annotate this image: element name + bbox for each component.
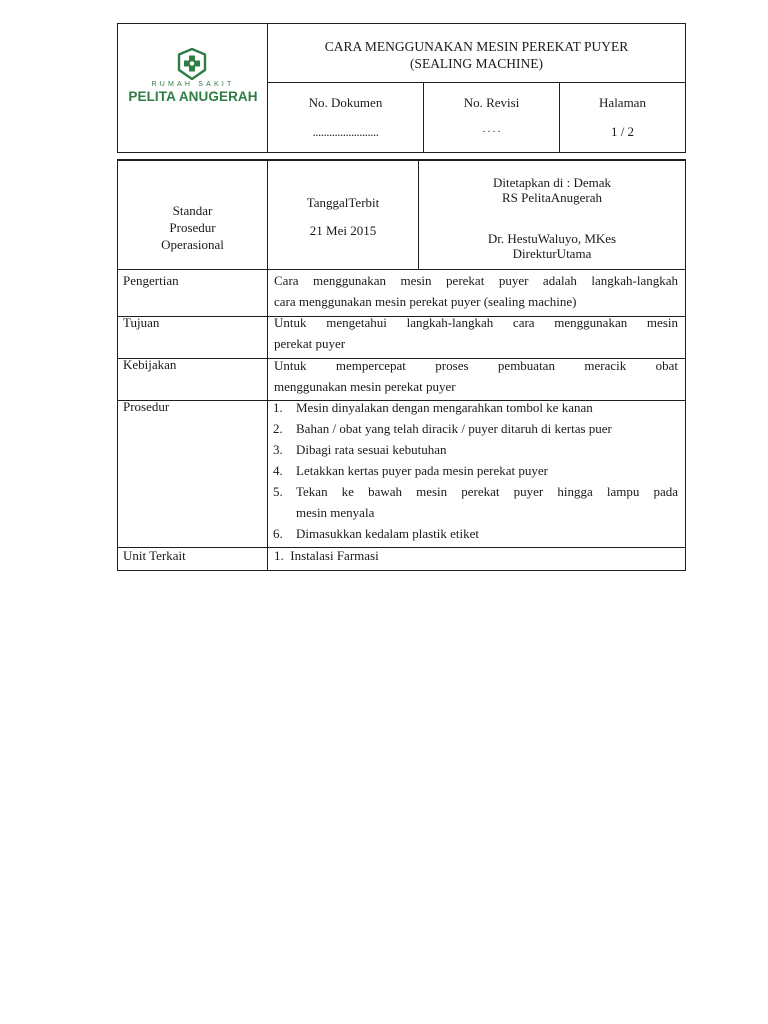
no-dokumen-label: No. Dokumen: [308, 95, 383, 110]
tujuan-line1: Untuk mengetahui langkah-langkah cara menggunakan mesin: [274, 315, 678, 330]
tujuan-label: Tujuan: [123, 315, 160, 330]
spo-line3: Operasional: [161, 237, 224, 252]
step-text: Mesin dinyalakan dengan mengarahkan tombol ke kanan: [296, 400, 593, 415]
step-text: Dibagi rata sesuai kebutuhan: [296, 442, 447, 457]
document-title: [268, 38, 685, 72]
main-divider-label-col: [267, 159, 268, 571]
spo-line1: Standar: [172, 203, 213, 218]
main-border-right: [685, 159, 686, 571]
header-divider-col1: [423, 82, 424, 153]
tujuan-line2: perekat puyer: [274, 336, 346, 351]
step-number: 2.: [273, 421, 283, 436]
halaman-value: 1 / 2: [610, 124, 635, 139]
document-title-line2: (SEALING MACHINE): [409, 56, 544, 71]
step-number: 3.: [273, 442, 283, 457]
row-divider-5: [117, 547, 686, 548]
kebijakan-line1: Untuk mempercepat proses pembuatan meracik obat: [274, 358, 678, 373]
header-divider-title: [267, 82, 686, 83]
step-text: Letakkan kertas puyer pada mesin perekat puyer: [296, 463, 548, 478]
hospital-cross-icon: [174, 48, 210, 80]
halaman-label: Halaman: [599, 95, 646, 110]
pengertian-label: Pengertian: [123, 273, 179, 288]
step-number: 5.: [273, 484, 283, 499]
tanggal-terbit-value: 21 Mei 2015: [309, 223, 377, 238]
pengertian-line2: cara menggunakan mesin perekat puyer (sealing machine): [274, 294, 577, 309]
signer-block: [419, 231, 685, 261]
main-border-top: [117, 159, 686, 161]
step-number: 6.: [273, 526, 283, 541]
no-dokumen-value: ........................: [312, 124, 379, 139]
kebijakan-line2: menggunakan mesin perekat puyer: [274, 379, 456, 394]
spo-label: [118, 202, 267, 253]
kebijakan-label: Kebijakan: [123, 357, 177, 372]
signer-name: Dr. HestuWaluyo, MKes: [487, 231, 617, 246]
signer-title: DirekturUtama: [512, 246, 592, 261]
step-text: Tekan ke bawah mesin perekat puyer hingga lampu pada: [296, 484, 678, 499]
unit-terkait-label: Unit Terkait: [123, 548, 186, 563]
header-divider-col2: [559, 82, 560, 153]
step-number: 1.: [273, 400, 283, 415]
prosedur-label: Prosedur: [123, 399, 170, 414]
step-text-continued: mesin menyala: [296, 505, 375, 520]
ditetapkan-line2: RS PelitaAnugerah: [501, 190, 602, 205]
hospital-logo: [118, 24, 268, 152]
step-text: Bahan / obat yang telah diracik / puyer ditaruh di kertas puer: [296, 421, 612, 436]
header-border-right: [685, 23, 686, 153]
main-border-bottom: [117, 570, 686, 571]
header-border-bottom: [117, 152, 686, 153]
step-number: 4.: [273, 463, 283, 478]
document-title-line1: CARA MENGGUNAKAN MESIN PEREKAT PUYER: [324, 39, 629, 54]
logo-text-small: RUMAH SAKIT: [151, 81, 235, 88]
pengertian-line1: Cara menggunakan mesin perekat puyer adalah langkah-langkah: [274, 273, 678, 288]
ditetapkan-line1: Ditetapkan di : Demak: [492, 175, 612, 190]
ditetapkan-block: [419, 175, 685, 205]
no-revisi-value: . . . .: [482, 124, 501, 135]
spo-line2: Prosedur: [169, 220, 216, 235]
tanggal-terbit-label: TanggalTerbit: [306, 195, 380, 210]
logo-text-name: PELITA ANUGERAH: [128, 89, 258, 104]
step-text: Dimasukkan kedalam plastik etiket: [296, 526, 480, 541]
no-revisi-label: No. Revisi: [463, 95, 520, 110]
unit-terkait-value: 1. Instalasi Farmasi: [274, 548, 379, 563]
